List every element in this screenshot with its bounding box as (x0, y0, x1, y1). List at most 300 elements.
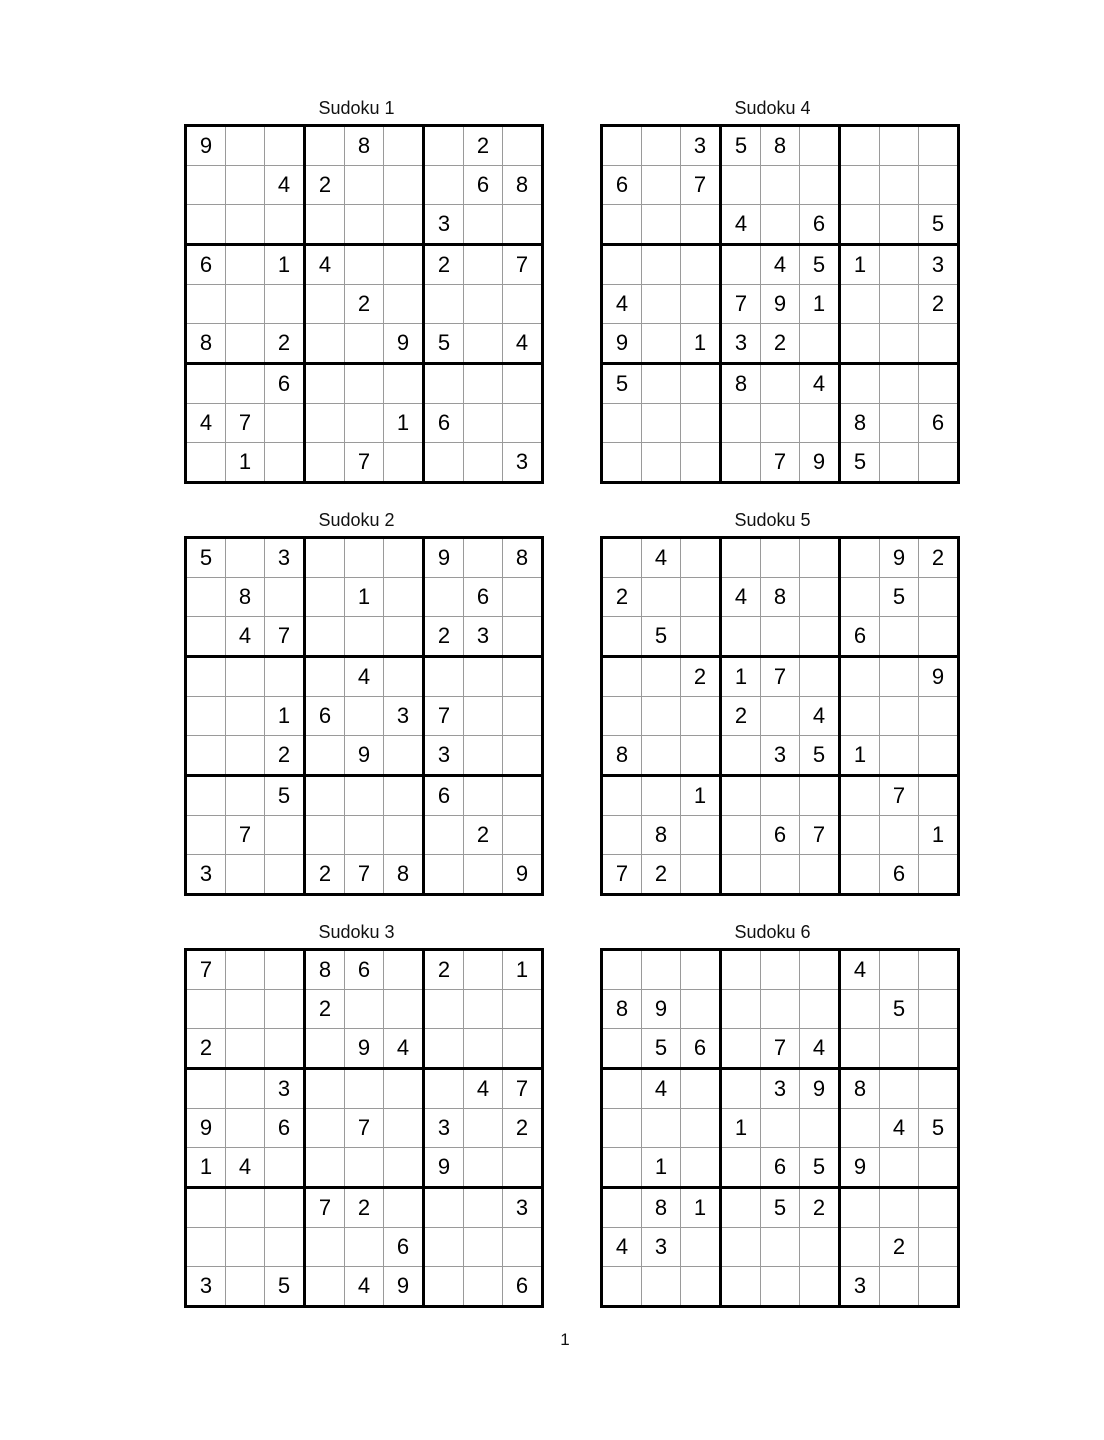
grid-cell (681, 1228, 721, 1267)
grid-cell (186, 697, 226, 736)
grid-cell (226, 1267, 265, 1307)
grid-cell (265, 126, 305, 166)
grid-cell: 7 (503, 1069, 543, 1109)
grid-cell: 6 (602, 166, 642, 205)
grid-cell (384, 285, 424, 324)
grid-cell (305, 1029, 345, 1069)
grid-cell (602, 816, 642, 855)
grid-cell (880, 443, 919, 483)
grid-cell (226, 1109, 265, 1148)
grid-row (186, 538, 543, 578)
grid-cell (602, 443, 642, 483)
grid-cell (265, 816, 305, 855)
grid-cell (919, 1188, 959, 1228)
grid-cell: 4 (345, 657, 384, 697)
grid-cell (464, 324, 503, 364)
grid-cell (305, 285, 345, 324)
grid-cell (424, 1029, 464, 1069)
grid-cell: 4 (602, 1228, 642, 1267)
grid-cell (919, 617, 959, 657)
grid-row (602, 166, 959, 205)
grid-cell: 7 (345, 443, 384, 483)
grid-cell (642, 245, 681, 285)
grid-cell (681, 364, 721, 404)
grid-row (602, 617, 959, 657)
grid-cell (840, 126, 880, 166)
grid-cell (464, 657, 503, 697)
grid-cell (919, 166, 959, 205)
grid-cell (840, 285, 880, 324)
grid-row (186, 1228, 543, 1267)
grid-cell (226, 364, 265, 404)
grid-cell (503, 617, 543, 657)
grid-cell: 8 (602, 990, 642, 1029)
grid-cell: 5 (880, 578, 919, 617)
grid-cell: 4 (186, 404, 226, 443)
grid-cell (345, 617, 384, 657)
grid-cell: 5 (800, 736, 840, 776)
grid-cell: 4 (721, 205, 761, 245)
grid-cell: 4 (384, 1029, 424, 1069)
grid-cell (226, 245, 265, 285)
grid-cell (503, 1148, 543, 1188)
grid-cell (642, 697, 681, 736)
grid-cell (424, 1267, 464, 1307)
grid-row (186, 443, 543, 483)
grid-row (602, 1069, 959, 1109)
grid-cell (424, 990, 464, 1029)
grid-cell (919, 1029, 959, 1069)
grid-cell (919, 443, 959, 483)
grid-cell: 3 (186, 855, 226, 895)
grid-cell (800, 657, 840, 697)
grid-cell (226, 538, 265, 578)
grid-cell: 4 (226, 617, 265, 657)
grid-row (602, 1148, 959, 1188)
grid-cell: 9 (840, 1148, 880, 1188)
grid-row (186, 324, 543, 364)
grid-cell (384, 1069, 424, 1109)
grid-cell (681, 1267, 721, 1307)
sudoku-puzzle (184, 98, 529, 484)
grid-cell (305, 443, 345, 483)
grid-cell: 6 (186, 245, 226, 285)
grid-cell: 2 (265, 736, 305, 776)
grid-cell: 9 (186, 126, 226, 166)
grid-cell (840, 1029, 880, 1069)
grid-row (186, 776, 543, 816)
grid-cell (384, 166, 424, 205)
grid-cell (919, 855, 959, 895)
grid-cell (642, 126, 681, 166)
grid-cell (424, 126, 464, 166)
grid-cell (919, 578, 959, 617)
grid-row (186, 697, 543, 736)
grid-cell (464, 285, 503, 324)
grid-cell (681, 950, 721, 990)
grid-cell: 2 (265, 324, 305, 364)
grid-row (602, 950, 959, 990)
grid-cell (840, 1109, 880, 1148)
grid-cell (800, 1228, 840, 1267)
grid-cell (226, 324, 265, 364)
grid-cell: 3 (761, 1069, 800, 1109)
grid-cell: 6 (880, 855, 919, 895)
puzzle-title: Sudoku 5 (734, 510, 811, 530)
grid-cell: 1 (265, 245, 305, 285)
grid-cell (602, 205, 642, 245)
grid-row (186, 245, 543, 285)
grid-row (602, 1267, 959, 1307)
grid-cell (800, 855, 840, 895)
grid-row (602, 538, 959, 578)
grid-cell (186, 1069, 226, 1109)
grid-cell (919, 990, 959, 1029)
grid-cell: 3 (424, 736, 464, 776)
grid-cell (721, 617, 761, 657)
grid-cell: 6 (800, 205, 840, 245)
grid-cell (424, 443, 464, 483)
grid-cell (226, 166, 265, 205)
grid-cell (464, 1188, 503, 1228)
grid-cell: 4 (503, 324, 543, 364)
grid-cell (880, 657, 919, 697)
grid-cell (642, 166, 681, 205)
grid-cell: 6 (265, 364, 305, 404)
sudoku-grid (600, 124, 960, 484)
grid-cell (345, 816, 384, 855)
grid-cell (305, 1267, 345, 1307)
grid-cell (880, 364, 919, 404)
grid-cell (424, 166, 464, 205)
grid-cell (464, 205, 503, 245)
puzzle-title: Sudoku 2 (318, 510, 395, 530)
grid-cell: 1 (384, 404, 424, 443)
grid-cell: 4 (642, 538, 681, 578)
grid-cell (880, 736, 919, 776)
grid-cell (464, 776, 503, 816)
grid-cell (681, 1148, 721, 1188)
grid-cell: 5 (800, 245, 840, 285)
grid-cell: 2 (345, 285, 384, 324)
grid-cell: 7 (602, 855, 642, 895)
grid-cell: 9 (602, 324, 642, 364)
grid-cell: 8 (761, 126, 800, 166)
grid-cell (919, 776, 959, 816)
grid-cell (305, 578, 345, 617)
grid-row (186, 578, 543, 617)
grid-cell (681, 205, 721, 245)
grid-cell (602, 245, 642, 285)
grid-cell (642, 404, 681, 443)
sudoku-puzzle (184, 922, 529, 1308)
grid-cell (681, 285, 721, 324)
grid-cell (226, 126, 265, 166)
grid-row (602, 126, 959, 166)
sudoku-puzzle (600, 922, 945, 1308)
grid-row (602, 697, 959, 736)
grid-cell: 5 (602, 364, 642, 404)
grid-row (186, 205, 543, 245)
grid-cell (503, 657, 543, 697)
grid-row (602, 855, 959, 895)
grid-cell (186, 166, 226, 205)
grid-cell (761, 617, 800, 657)
grid-cell (721, 245, 761, 285)
grid-cell: 7 (186, 950, 226, 990)
grid-cell: 1 (186, 1148, 226, 1188)
grid-cell (305, 1109, 345, 1148)
grid-cell (265, 205, 305, 245)
grid-cell: 2 (761, 324, 800, 364)
grid-cell: 8 (503, 538, 543, 578)
grid-cell (186, 578, 226, 617)
grid-cell (226, 205, 265, 245)
grid-cell (265, 1148, 305, 1188)
grid-cell (384, 364, 424, 404)
grid-cell: 1 (721, 1109, 761, 1148)
grid-cell (840, 776, 880, 816)
grid-cell (265, 1228, 305, 1267)
grid-row (602, 776, 959, 816)
grid-cell (345, 245, 384, 285)
grid-cell (880, 950, 919, 990)
grid-cell (721, 1267, 761, 1307)
grid-cell: 8 (602, 736, 642, 776)
grid-cell: 6 (840, 617, 880, 657)
grid-cell (305, 364, 345, 404)
grid-row (186, 1069, 543, 1109)
grid-cell (800, 126, 840, 166)
grid-cell: 8 (503, 166, 543, 205)
grid-cell (602, 1188, 642, 1228)
grid-cell: 9 (919, 657, 959, 697)
grid-cell (721, 166, 761, 205)
grid-cell: 4 (345, 1267, 384, 1307)
grid-cell (681, 855, 721, 895)
grid-cell (305, 1148, 345, 1188)
grid-cell: 6 (464, 166, 503, 205)
grid-row (602, 324, 959, 364)
grid-cell: 7 (761, 443, 800, 483)
grid-cell: 8 (305, 950, 345, 990)
grid-cell (642, 578, 681, 617)
grid-cell (721, 990, 761, 1029)
grid-cell (840, 1228, 880, 1267)
grid-cell (265, 990, 305, 1029)
grid-cell (424, 816, 464, 855)
grid-cell (305, 538, 345, 578)
grid-cell: 4 (721, 578, 761, 617)
grid-cell: 5 (880, 990, 919, 1029)
grid-row (602, 404, 959, 443)
grid-cell (681, 816, 721, 855)
sudoku-puzzle (600, 98, 945, 484)
grid-cell (424, 285, 464, 324)
grid-cell (345, 538, 384, 578)
grid-cell (265, 1188, 305, 1228)
grid-cell: 8 (226, 578, 265, 617)
grid-cell (384, 205, 424, 245)
grid-cell (721, 1148, 761, 1188)
grid-cell (642, 657, 681, 697)
grid-cell: 2 (345, 1188, 384, 1228)
grid-row (186, 617, 543, 657)
grid-row (186, 950, 543, 990)
grid-cell: 7 (345, 855, 384, 895)
grid-cell (642, 950, 681, 990)
grid-cell (840, 990, 880, 1029)
grid-cell (919, 324, 959, 364)
grid-cell (186, 1228, 226, 1267)
grid-cell (840, 816, 880, 855)
grid-cell (800, 776, 840, 816)
grid-cell (800, 578, 840, 617)
grid-cell: 5 (642, 617, 681, 657)
grid-cell (226, 1069, 265, 1109)
grid-cell: 7 (681, 166, 721, 205)
grid-cell: 2 (721, 697, 761, 736)
grid-cell: 9 (642, 990, 681, 1029)
grid-cell: 3 (503, 443, 543, 483)
grid-cell (681, 617, 721, 657)
grid-cell (424, 578, 464, 617)
sudoku-puzzle (600, 510, 945, 896)
grid-cell: 1 (681, 776, 721, 816)
grid-cell (424, 657, 464, 697)
grid-cell (761, 538, 800, 578)
grid-cell (880, 205, 919, 245)
grid-cell (880, 1029, 919, 1069)
grid-cell: 5 (186, 538, 226, 578)
grid-cell: 9 (384, 324, 424, 364)
grid-cell (305, 816, 345, 855)
grid-cell: 3 (681, 126, 721, 166)
grid-cell (880, 245, 919, 285)
grid-cell: 7 (265, 617, 305, 657)
grid-cell (919, 697, 959, 736)
grid-cell: 4 (602, 285, 642, 324)
grid-cell (503, 1228, 543, 1267)
grid-cell (503, 404, 543, 443)
grid-cell (919, 1069, 959, 1109)
grid-cell (880, 126, 919, 166)
grid-cell: 1 (840, 245, 880, 285)
grid-cell (761, 950, 800, 990)
grid-cell: 2 (424, 950, 464, 990)
grid-cell: 6 (345, 950, 384, 990)
grid-cell (721, 1069, 761, 1109)
grid-cell (721, 443, 761, 483)
grid-cell (265, 443, 305, 483)
grid-cell: 6 (265, 1109, 305, 1148)
grid-cell: 4 (840, 950, 880, 990)
grid-cell (265, 855, 305, 895)
grid-cell: 4 (800, 364, 840, 404)
grid-cell (642, 443, 681, 483)
grid-cell (464, 736, 503, 776)
grid-cell: 3 (761, 736, 800, 776)
grid-row (602, 816, 959, 855)
grid-cell: 1 (345, 578, 384, 617)
grid-cell (226, 657, 265, 697)
grid-cell: 7 (345, 1109, 384, 1148)
grid-cell (305, 324, 345, 364)
grid-cell (265, 285, 305, 324)
grid-cell: 8 (642, 1188, 681, 1228)
grid-cell: 8 (384, 855, 424, 895)
grid-row (602, 1029, 959, 1069)
grid-cell (840, 324, 880, 364)
grid-cell (424, 364, 464, 404)
grid-cell (345, 166, 384, 205)
grid-cell: 8 (721, 364, 761, 404)
grid-cell: 2 (642, 855, 681, 895)
grid-cell (384, 538, 424, 578)
grid-cell: 2 (919, 285, 959, 324)
grid-cell (761, 1109, 800, 1148)
grid-cell (503, 776, 543, 816)
grid-cell (721, 776, 761, 816)
grid-cell: 2 (880, 1228, 919, 1267)
grid-cell: 5 (721, 126, 761, 166)
grid-cell (186, 617, 226, 657)
grid-cell (642, 1267, 681, 1307)
grid-cell (464, 538, 503, 578)
grid-cell (919, 736, 959, 776)
grid-cell: 2 (464, 126, 503, 166)
grid-cell: 8 (840, 1069, 880, 1109)
grid-cell: 2 (919, 538, 959, 578)
grid-row (186, 126, 543, 166)
grid-cell: 1 (800, 285, 840, 324)
grid-cell: 2 (186, 1029, 226, 1069)
grid-cell: 1 (721, 657, 761, 697)
grid-cell: 2 (464, 816, 503, 855)
grid-cell (345, 776, 384, 816)
grid-cell (880, 1267, 919, 1307)
grid-cell (384, 950, 424, 990)
grid-row (602, 990, 959, 1029)
grid-cell: 8 (761, 578, 800, 617)
grid-cell (464, 697, 503, 736)
grid-cell (345, 324, 384, 364)
grid-cell (761, 205, 800, 245)
grid-cell (880, 1069, 919, 1109)
grid-cell: 6 (503, 1267, 543, 1307)
grid-cell (384, 1188, 424, 1228)
grid-cell (226, 697, 265, 736)
grid-cell (840, 166, 880, 205)
grid-cell (761, 1228, 800, 1267)
grid-cell (503, 285, 543, 324)
grid-cell: 1 (503, 950, 543, 990)
grid-cell (226, 855, 265, 895)
grid-cell (305, 1069, 345, 1109)
grid-cell (265, 950, 305, 990)
grid-cell: 7 (226, 404, 265, 443)
grid-cell (424, 1228, 464, 1267)
grid-cell (800, 538, 840, 578)
grid-cell: 5 (800, 1148, 840, 1188)
grid-cell (384, 245, 424, 285)
grid-cell (800, 1267, 840, 1307)
grid-cell: 7 (503, 245, 543, 285)
grid-cell (503, 1029, 543, 1069)
grid-row (186, 855, 543, 895)
grid-cell: 4 (800, 697, 840, 736)
grid-cell (761, 166, 800, 205)
